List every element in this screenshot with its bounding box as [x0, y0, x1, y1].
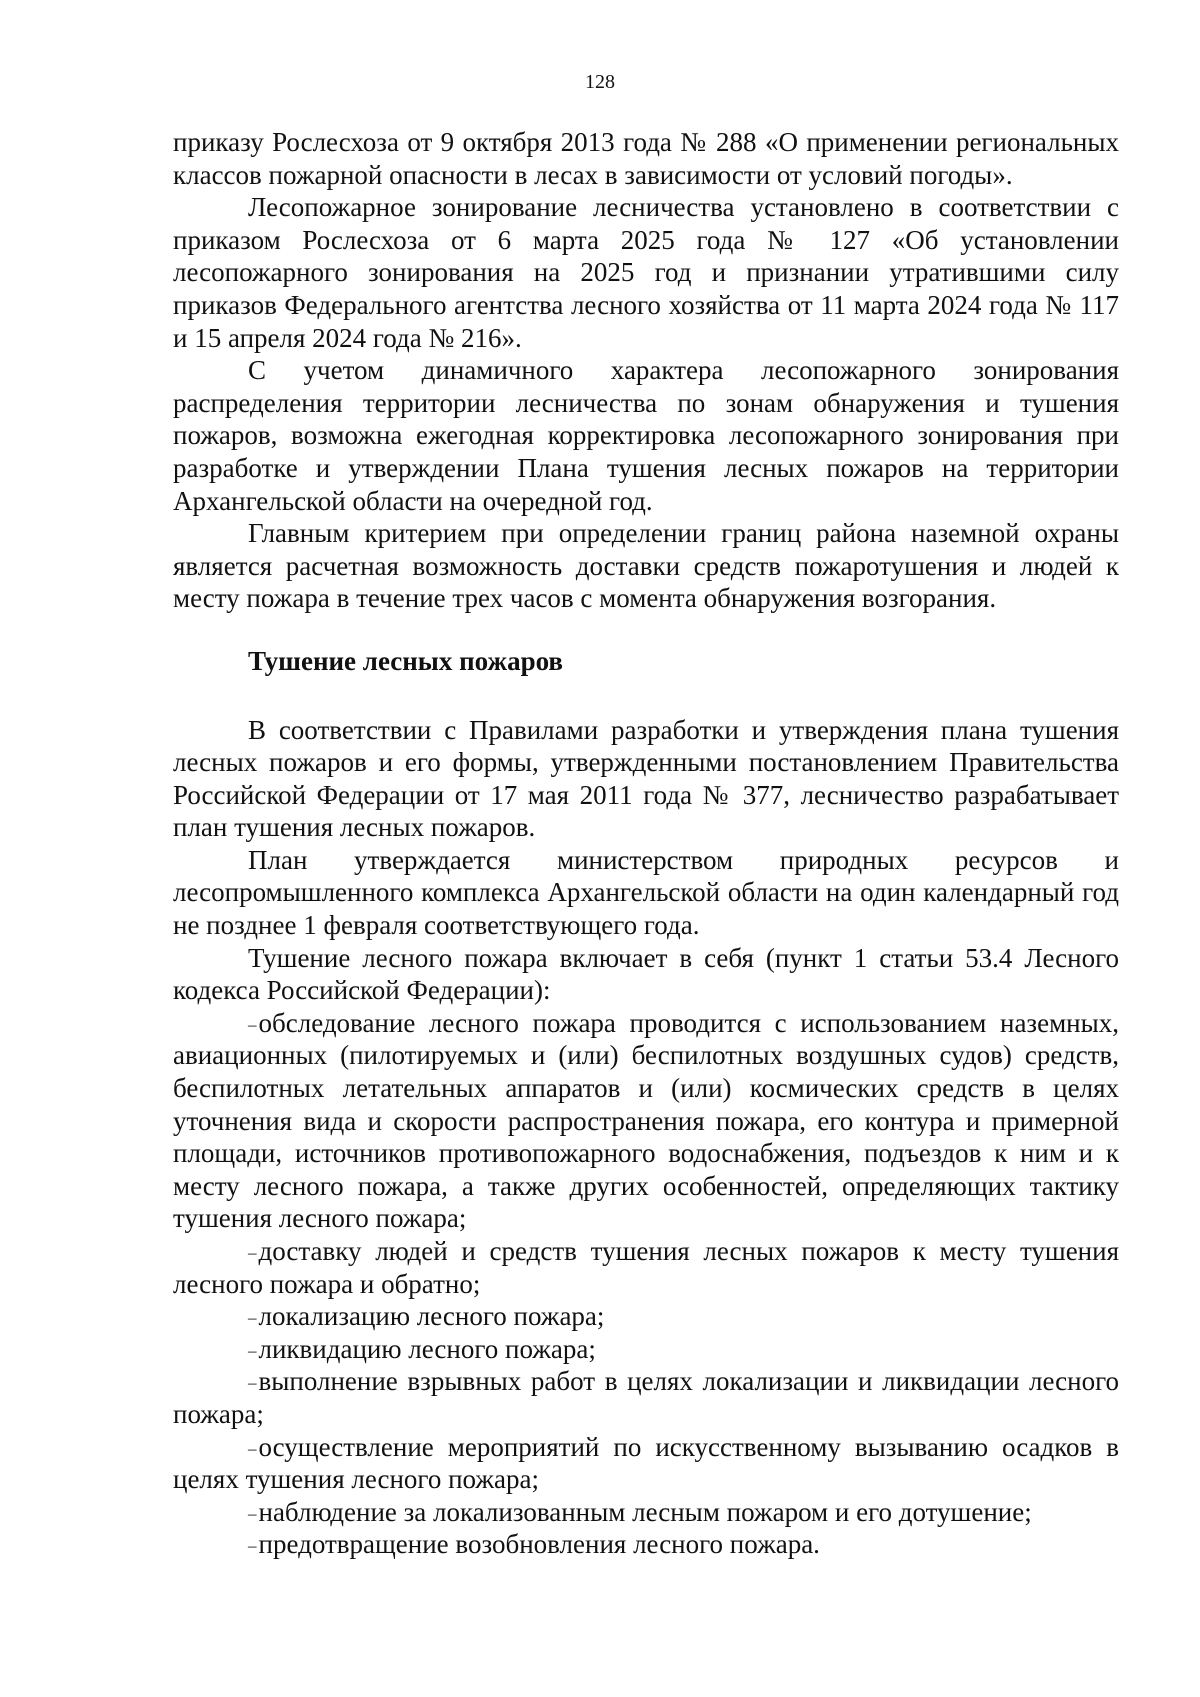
- list-item: [173, 1431, 1119, 1496]
- paragraph-plan-approval: План утверждается министерством природных ресурсов и лесопромышленного комплекса Архангельской области на один календарный год не позднее 1 февраля соответствующего года.: [173, 844, 1119, 941]
- list-item: [173, 1333, 1119, 1366]
- list-item: [173, 1007, 1119, 1235]
- list-item: [173, 1235, 1119, 1300]
- dash-marker: –: [248, 1308, 257, 1328]
- list-item-text: осуществление мероприятий по искусственному вызыванию осадков в целях тушения лесного пожара;: [173, 1431, 1119, 1495]
- section-heading: Тушение лесных пожаров: [248, 645, 564, 676]
- list-item: [173, 1300, 1119, 1333]
- page-content: [173, 126, 1119, 1561]
- dash-marker: –: [248, 1536, 257, 1556]
- list-item-text: выполнение взрывных работ в целях локализации и ликвидации лесного пожара;: [173, 1366, 1119, 1429]
- list-item: [173, 1528, 1119, 1561]
- dash-marker: –: [248, 1503, 257, 1523]
- dash-marker: –: [248, 1373, 257, 1393]
- dash-marker: –: [248, 1242, 257, 1262]
- paragraph-continuation: приказу Рослесхоза от 9 октября 2013 года № 288 «О применении региональных классов пожарной опасности в лесах в зависимости от условий погоды».: [173, 127, 1119, 190]
- list-item-text: предотвращение возобновления лесного пожара.: [258, 1529, 820, 1560]
- list-item: [173, 1496, 1119, 1529]
- dash-marker: –: [248, 1014, 257, 1034]
- dash-marker: –: [248, 1438, 257, 1458]
- paragraph-fire-zoning: Лесопожарное зонирование лесничества установлено в соответствии с приказом Рослесхоза от 6 марта 2025 года № 127 «Об установлении лесопожарного зонирования на 2025 год и признании утратившими силу приказов Федерального агентства лесного хозяйства от 11 марта 2024 года № 117 и 15 апреля 2024 года № 216».: [173, 192, 1119, 353]
- paragraph-extinguishing-includes: Тушение лесного пожара включает в себя (пункт 1 статьи 53.4 Лесного кодекса Российской Федерации):: [173, 942, 1119, 1006]
- paragraph-zoning-adjustment: С учетом динамичного характера лесопожарного зонирования распределения территории лесничества по зонам обнаружения и тушения пожаров, возможна ежегодная корректировка лесопожарного зонирования при разработке и утверждении Плана тушения лесных пожаров на территории Архангельской области на очередной год.: [173, 355, 1119, 516]
- page-number: 128: [585, 71, 615, 93]
- dash-marker: –: [248, 1340, 257, 1360]
- list-item-text: наблюдение за локализованным лесным пожаром и его дотушение;: [258, 1496, 1032, 1527]
- list-item-text: локализацию лесного пожара;: [258, 1301, 605, 1332]
- list-item: [173, 1365, 1119, 1430]
- list-item-text: ликвидацию лесного пожара;: [258, 1333, 596, 1364]
- list-item-text: обследование лесного пожара проводится с использованием наземных, авиационных (пилотируемых и (или) беспилотных воздушных судов) средств, беспилотных летательных аппаратов и (или) космических средств в целях уточнения вида и скорости распространения пожара, его контура и примерной площади, источников противопожарного водоснабжения, подъездов к ним и к месту лесного пожара, а также других особенностей, определяющих тактику тушения лесного пожара;: [173, 1007, 1119, 1234]
- paragraph-protection-criterion: Главным критерием при определении границ района наземной охраны является расчетная возможность доставки средств пожаротушения и людей к месту пожара в течение трех часов с момента обнаружения возгорания.: [173, 518, 1119, 614]
- list-item-text: доставку людей и средств тушения лесных пожаров к месту тушения лесного пожара и обратно;: [173, 1236, 1119, 1299]
- paragraph-plan-rules: В соответствии с Правилами разработки и утверждения плана тушения лесных пожаров и его формы, утвержденными постановлением Правительства Российской Федерации от 17 мая 2011 года № 377, лесничество разрабатывает план тушения лесных пожаров.: [173, 714, 1119, 843]
